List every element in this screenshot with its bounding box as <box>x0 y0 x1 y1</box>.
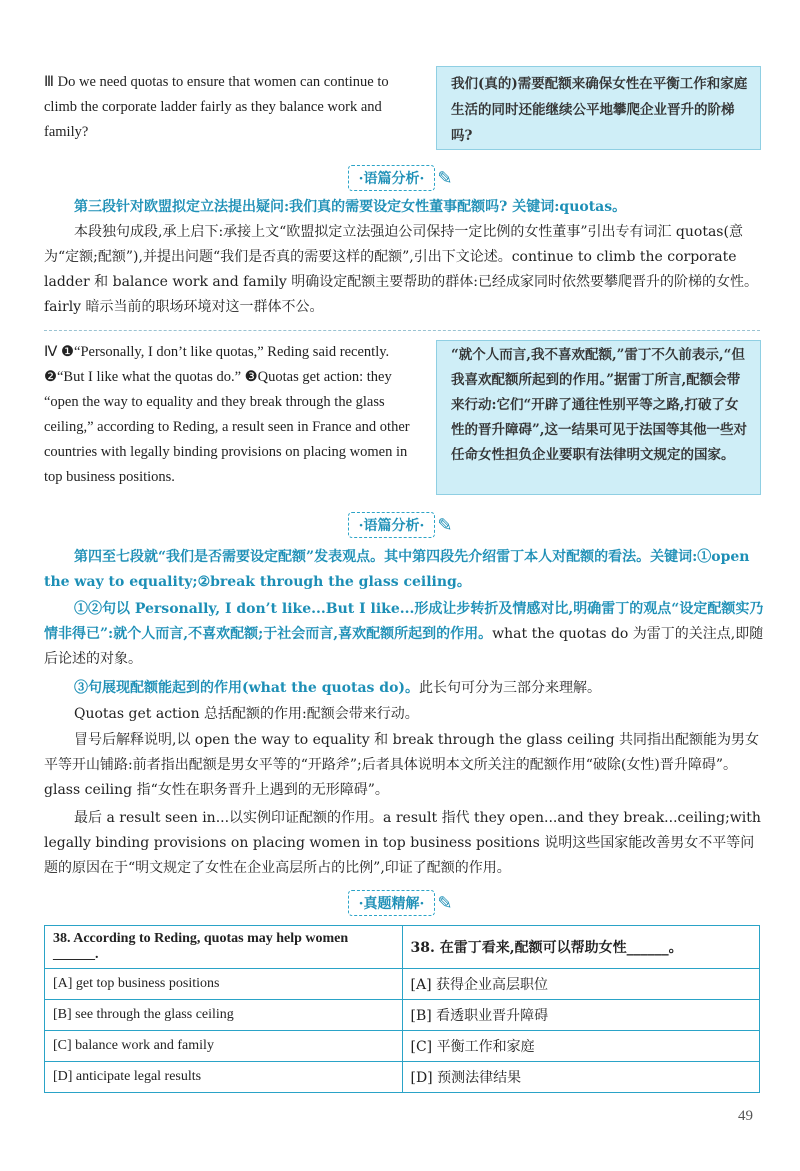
para3-english: Ⅲ Do we need quotas to ensure that women can continue to climb the corporate ladder fairly as they balance work and family? <box>44 74 389 140</box>
option-a-en: [A] get top business positions <box>45 969 403 1000</box>
question-stem-en: 38. According to Reding, quotas may help women ______. <box>45 926 403 969</box>
table-row <box>45 926 760 969</box>
analysis3-body: 本段独句成段,承上启下:承接上文“欧盟拟定立法强迫公司保持一定比例的女性董事”引出专有词汇 quotas(意为“定额;配额”),并提出问题“我们是否真的需要这样的配额”,引出下文论述。continue to climb the corporate ladder 和 balance work and family 明确设定配额主要帮助的群体:已经成家同时依然要攀爬晋升的阶梯的女性。fairly 暗示当前的职场环境对这一群体不公。 <box>44 224 758 315</box>
analysis4-p5: 最后 a result seen in...以实例印证配额的作用。a result 指代 they open...and they break...ceiling;with legally binding provisions on placing women in top business positions 说明这些国家能改善男女不平等问题的原因在于“明文规定了女性在企业高层所占的比例”,印证了配额的作用。 <box>44 810 761 876</box>
table-row <box>45 1031 760 1062</box>
table-row <box>45 1062 760 1093</box>
option-a-cn: [A] 获得企业高层职位 <box>402 969 760 1000</box>
analysis4-title: 第四至七段就“我们是否需要设定配额”发表观点。其中第四段先介绍雷丁本人对配额的看法。关键词:①open the way to equality;②break through the glass ceiling。 <box>44 549 750 590</box>
analysis-header-2 <box>0 512 800 538</box>
exam-header <box>0 890 800 916</box>
analysis4-p3: Quotas get action 总括配额的作用:配额会带来行动。 <box>74 706 419 722</box>
pen-icon: ✎ <box>437 167 453 189</box>
para4-english: Ⅳ ❶“Personally, I don’t like quotas,” Reding said recently. ❷“But I like what the quotas do.” ❸Quotas get action: they “open the way to equality and they break through the glass ceiling,” according to Reding, a result seen in France and other countries with legally binding provisions on placing women in top business positions. <box>44 344 410 485</box>
analysis4-p1 <box>44 597 764 672</box>
analysis4-p1-highlight: ①②句以 Personally, I don’t like...But I like...形成让步转折及情感对比,明确雷丁的观点“设定配额实乃情非得已”:就个人而言,不喜欢配额;于社会而言,喜欢配额所起到的作用。 <box>44 601 764 642</box>
analysis-label: ·语篇分析· <box>348 165 436 191</box>
analysis3-title: 第三段针对欧盟拟定立法提出疑问:我们真的需要设定女性董事配额吗? 关键词:quotas。 <box>74 199 627 215</box>
question-table <box>44 925 760 1093</box>
analysis-header-1 <box>0 165 800 191</box>
pen-icon: ✎ <box>437 514 453 536</box>
pen-icon: ✎ <box>437 892 453 914</box>
question-stem-cn: 38. 在雷丁看来,配额可以帮助女性______。 <box>402 926 760 969</box>
analysis4-p1-rest: what the quotas do 为雷丁的关注点,即随后论述的对象。 <box>44 626 764 667</box>
option-b-cn: [B] 看透职业晋升障碍 <box>402 1000 760 1031</box>
para4-translation-box <box>436 340 761 495</box>
analysis-label: ·语篇分析· <box>348 512 436 538</box>
para3-translation: 我们(真的)需要配额来确保女性在平衡工作和家庭生活的同时还能继续公平地攀爬企业晋升的阶梯吗? <box>451 76 748 144</box>
option-b-en: [B] see through the glass ceiling <box>45 1000 403 1031</box>
option-d-cn: [D] 预测法律结果 <box>402 1062 760 1093</box>
analysis4-p2-highlight: ③句展现配额能起到的作用(what the quotas do)。 <box>74 680 420 696</box>
analysis4-p2-rest: 此长句可分为三部分来理解。 <box>419 680 602 696</box>
page-number: 49 <box>738 1108 753 1124</box>
question-table-wrap <box>44 925 760 1093</box>
divider <box>44 330 760 331</box>
option-c-cn: [C] 平衡工作和家庭 <box>402 1031 760 1062</box>
table-row <box>45 1000 760 1031</box>
para4-translation: “就个人而言,我不喜欢配额,”雷丁不久前表示,“但我喜欢配额所起到的作用。”据雷丁所言,配额会带来行动:它们“开辟了通往性别平等之路,打破了女性的晋升障碍”,这一结果可见于法国等其他一些对任命女性担负企业要职有法律明文规定的国家。 <box>451 347 747 463</box>
analysis4-p2 <box>44 676 764 701</box>
exam-label: ·真题精解· <box>348 890 436 916</box>
para3-translation-box <box>436 66 761 150</box>
option-c-en: [C] balance work and family <box>45 1031 403 1062</box>
analysis4-p4: 冒号后解释说明,以 open the way to equality 和 break through the glass ceiling 共同指出配额能为男女平等开山铺路:前者指出配额是男女平等的“开路斧”;后者具体说明本文所关注的配额作用“破除(女性)晋升障碍”。glass ceiling 指“女性在职务晋升上遇到的无形障碍”。 <box>44 732 760 798</box>
option-d-en: [D] anticipate legal results <box>45 1062 403 1093</box>
table-row <box>45 969 760 1000</box>
